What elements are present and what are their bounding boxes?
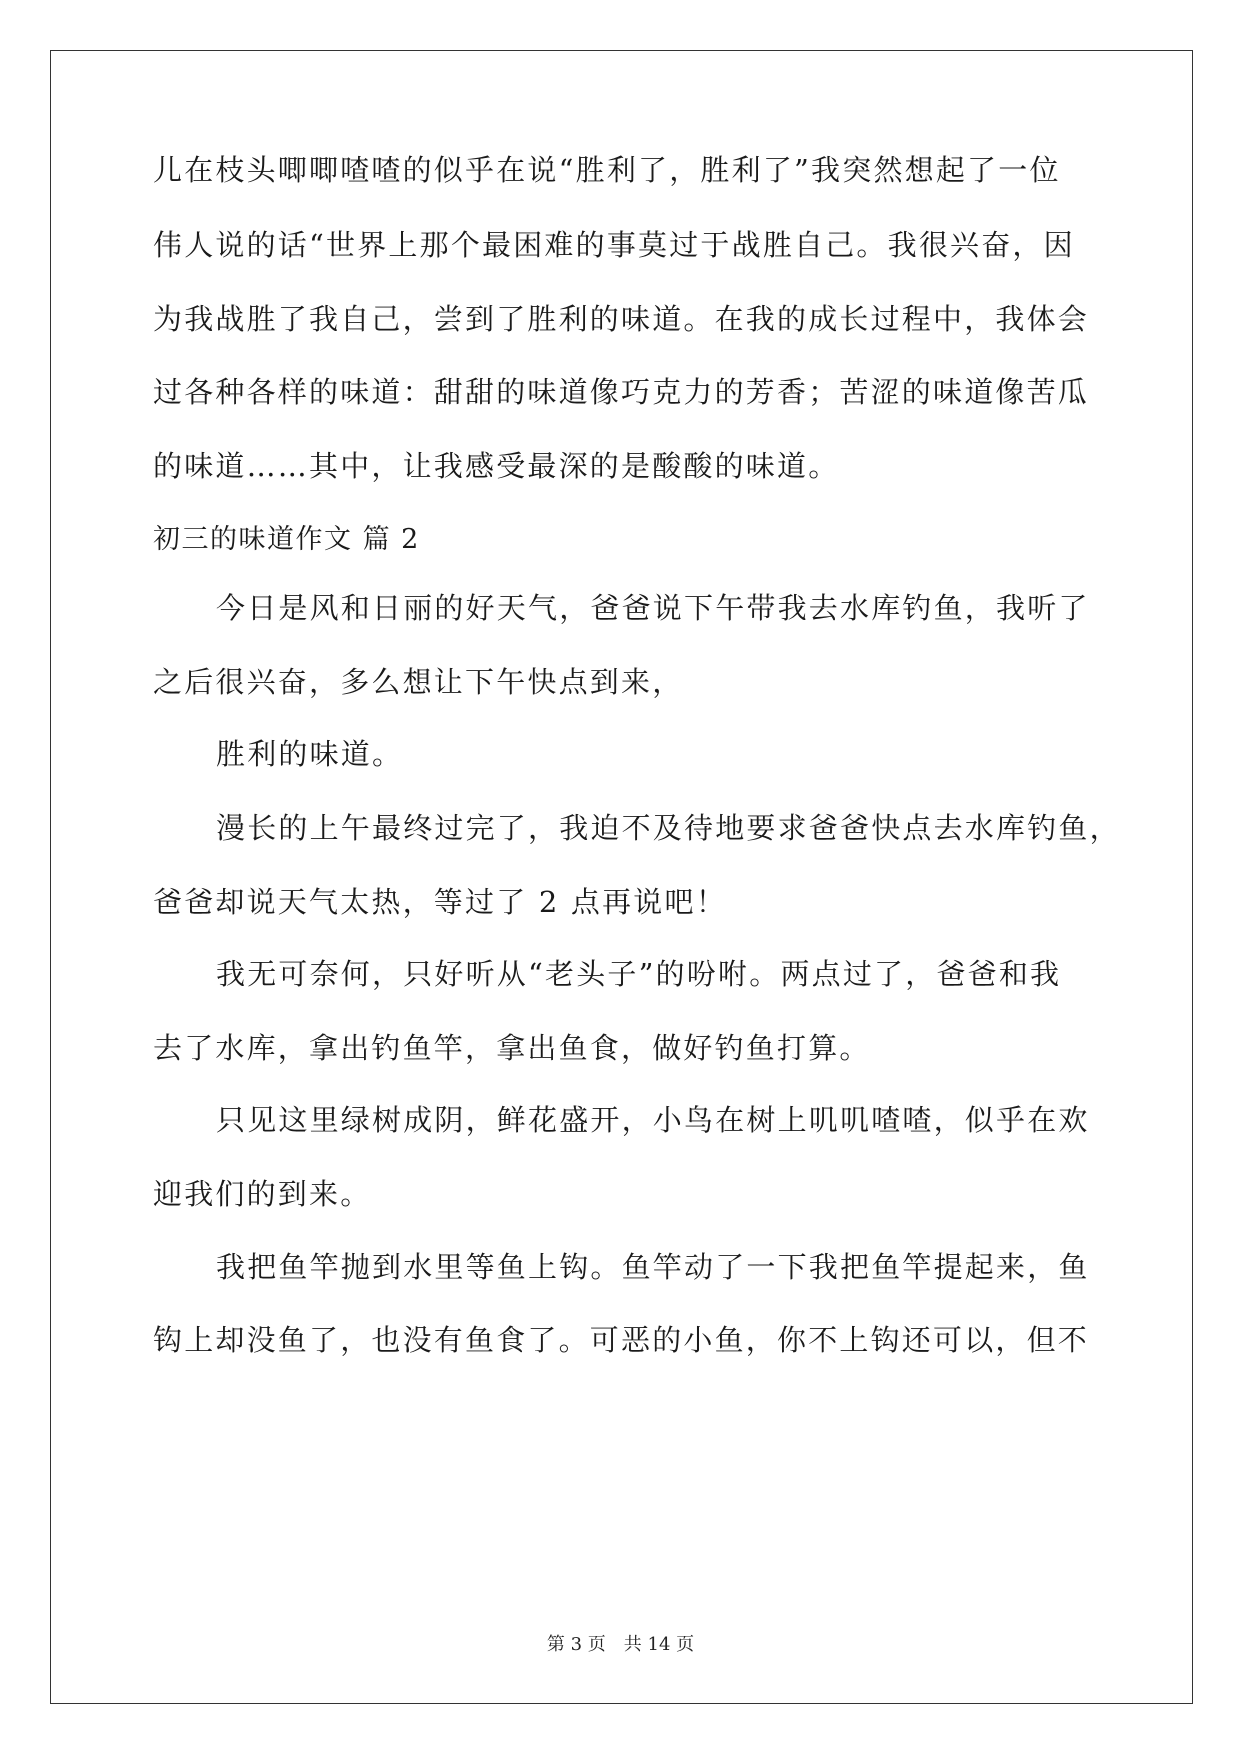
paragraph-line: 去了水库，拿出钓鱼竿，拿出鱼食，做好钓鱼打算。	[153, 1031, 871, 1065]
paragraph-line: 的味道……其中，让我感受最深的是酸酸的味道。	[153, 449, 840, 483]
page-footer	[0, 1630, 1241, 1656]
paragraph-line: 胜利的味道。	[216, 737, 404, 771]
page-number: 第 3 页	[546, 1634, 606, 1655]
paragraph-line: 只见这里绿树成阴，鲜花盛开，小鸟在树上叽叽喳喳，似乎在欢	[216, 1103, 1090, 1137]
paragraph-line: 漫长的上午最终过完了，我迫不及待地要求爸爸快点去水库钓鱼，	[216, 811, 1121, 845]
paragraph-line: 今日是风和日丽的好天气，爸爸说下午带我去水库钓鱼，我听了	[216, 591, 1090, 625]
paragraph-line: 儿在枝头唧唧喳喳的似乎在说“胜利了，胜利了”我突然想起了一位	[153, 153, 1061, 187]
paragraph-line: 我无可奈何，只好听从“老头子”的吩咐。两点过了，爸爸和我	[216, 957, 1062, 991]
paragraph-line: 钩上却没鱼了，也没有鱼食了。可恶的小鱼，你不上钩还可以，但不	[153, 1323, 1090, 1357]
paragraph-line: 之后很兴奋，多么想让下午快点到来，	[153, 665, 684, 699]
paragraph-line: 爸爸却说天气太热，等过了 2 点再说吧！	[153, 885, 727, 919]
paragraph-line: 伟人说的话“世界上那个最困难的事莫过于战胜自己。我很兴奋，因	[153, 228, 1075, 262]
paragraph-line: 我把鱼竿抛到水里等鱼上钩。鱼竿动了一下我把鱼竿提起来，鱼	[216, 1250, 1090, 1284]
paragraph-line: 为我战胜了我自己，尝到了胜利的味道。在我的成长过程中，我体会	[153, 302, 1090, 336]
section-heading: 初三的味道作文 篇 2	[153, 524, 420, 555]
page-total: 共 14 页	[623, 1634, 695, 1655]
paragraph-line: 过各种各样的味道：甜甜的味道像巧克力的芳香；苦涩的味道像苦瓜	[153, 375, 1090, 409]
paragraph-line: 迎我们的到来。	[153, 1177, 372, 1211]
